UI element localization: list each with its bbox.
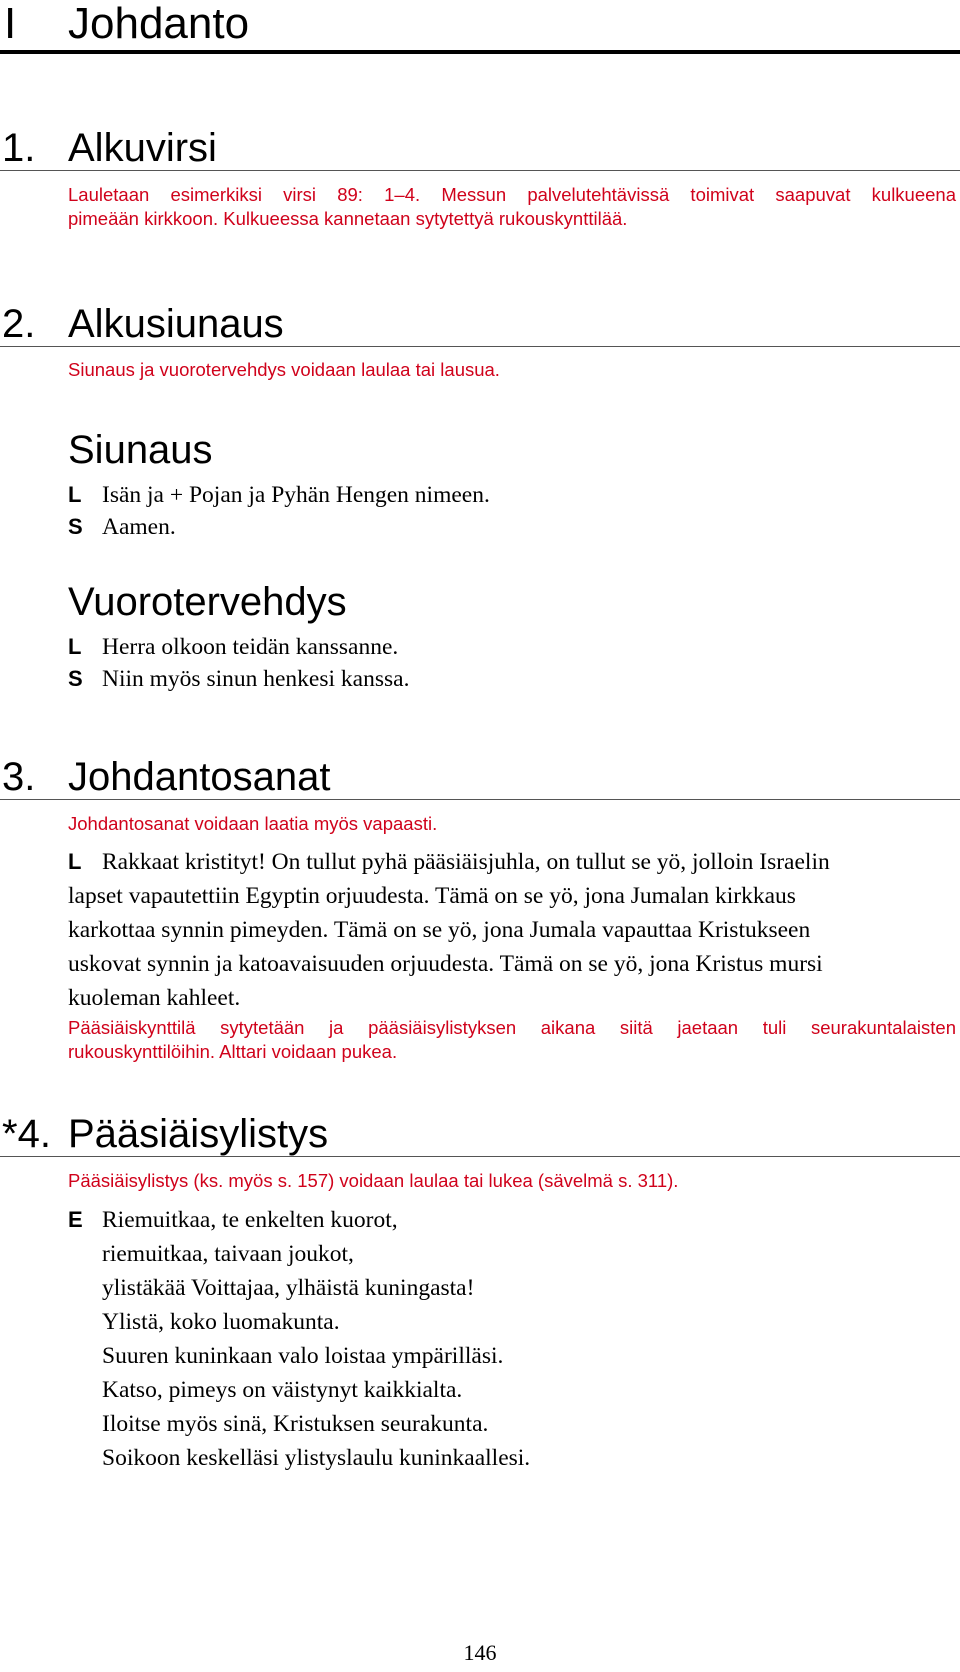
speaker-label: S: [68, 666, 83, 691]
part-title: Johdanto: [68, 0, 250, 48]
part-divider: [0, 50, 960, 54]
section-number: 3.: [2, 755, 36, 799]
section-title: Pääsiäisylistys: [68, 1112, 329, 1156]
section-divider: [0, 170, 960, 171]
rubric: Siunaus ja vuorotervehdys voidaan laulaa tai lausua.: [68, 359, 500, 380]
speaker-label: E: [68, 1207, 83, 1232]
section-number: 1.: [2, 126, 36, 170]
hymn-line: Ylistä, koko luomakunta.: [102, 1309, 340, 1335]
rubric-line: rukouskynttilöihin. Alttari voidaan pukea.: [68, 1041, 398, 1062]
dialogue-line: [68, 478, 960, 512]
rubric: [68, 1016, 956, 1064]
dialogue-text: Herra olkoon teidän kanssanne.: [102, 634, 399, 660]
speaker-label: S: [68, 514, 83, 539]
subsection-title: Vuorotervehdys: [68, 580, 347, 624]
text-line: lapset vapautettiin Egyptin orjuudesta. Tämä on se yö, jona Jumalan kirkkaus: [68, 883, 796, 909]
hymn-line: Suuren kuninkaan valo loistaa ympärilläsi.: [102, 1343, 504, 1369]
hymn-line: Katso, pimeys on väistynyt kaikkialta.: [102, 1377, 463, 1403]
section-title: Alkusiunaus: [68, 302, 284, 346]
section-divider: [0, 799, 960, 800]
dialogue-text: Aamen.: [102, 514, 176, 540]
dialogue-line: [68, 630, 960, 664]
part-number: I: [4, 0, 17, 48]
text-line: kuoleman kahleet.: [68, 985, 241, 1011]
rubric-line: Lauletaan esimerkiksi virsi 89: 1–4. Messun palvelutehtävissä toimivat saapuvat kulkueena: [68, 184, 956, 205]
text-line: [68, 845, 960, 879]
text-line: uskovat synnin ja katoavaisuuden orjuudesta. Tämä on se yö, jona Kristus mursi: [68, 951, 823, 977]
speaker-label: L: [68, 634, 82, 659]
text-line: karkottaa synnin pimeyden. Tämä on se yö, jona Jumala vapauttaa Kristukseen: [68, 917, 811, 943]
hymn-line: Riemuitkaa, te enkelten kuorot,: [102, 1207, 398, 1233]
hymn-line: ylistäkää Voittajaa, ylhäistä kuningasta!: [102, 1275, 475, 1301]
speaker-label: L: [68, 482, 82, 507]
section-title: Alkuvirsi: [68, 126, 217, 170]
section-divider: [0, 1156, 960, 1157]
hymn-line: riemuitkaa, taivaan joukot,: [102, 1241, 354, 1267]
section-title: Johdantosanat: [68, 755, 331, 799]
hymn-text: [68, 1203, 960, 1475]
section-divider: [0, 346, 960, 347]
rubric: Johdantosanat voidaan laatia myös vapaasti.: [68, 813, 438, 834]
rubric-line: Pääsiäiskynttilä sytytetään ja pääsiäisylistyksen aikana siitä jaetaan tuli seurakuntalaisten: [68, 1017, 956, 1038]
rubric: Pääsiäisylistys (ks. myös s. 157) voidaan laulaa tai lukea (sävelmä s. 311).: [68, 1170, 679, 1191]
speaker-label: L: [68, 849, 82, 874]
subsection-title: Siunaus: [68, 428, 213, 472]
dialogue-line: [68, 662, 960, 696]
section-number: 2.: [2, 302, 36, 346]
dialogue-line: [68, 510, 960, 544]
section-number: *4.: [2, 1112, 51, 1156]
dialogue-text: Niin myös sinun henkesi kanssa.: [102, 666, 410, 692]
rubric: [68, 183, 956, 231]
page-number: 146: [463, 1640, 497, 1665]
hymn-line: Iloitse myös sinä, Kristuksen seurakunta.: [102, 1411, 489, 1437]
introduction-text: [68, 845, 960, 1015]
text-line-content: Rakkaat kristityt! On tullut pyhä pääsiäisjuhla, on tullut se yö, jolloin Israelin: [102, 849, 830, 875]
dialogue-text: Isän ja + Pojan ja Pyhän Hengen nimeen.: [102, 482, 490, 508]
rubric-line: pimeään kirkkoon. Kulkueessa kannetaan sytytettyä rukouskynttilää.: [68, 208, 628, 229]
hymn-line: Soikoon keskelläsi ylistyslaulu kuninkaallesi.: [102, 1445, 531, 1471]
